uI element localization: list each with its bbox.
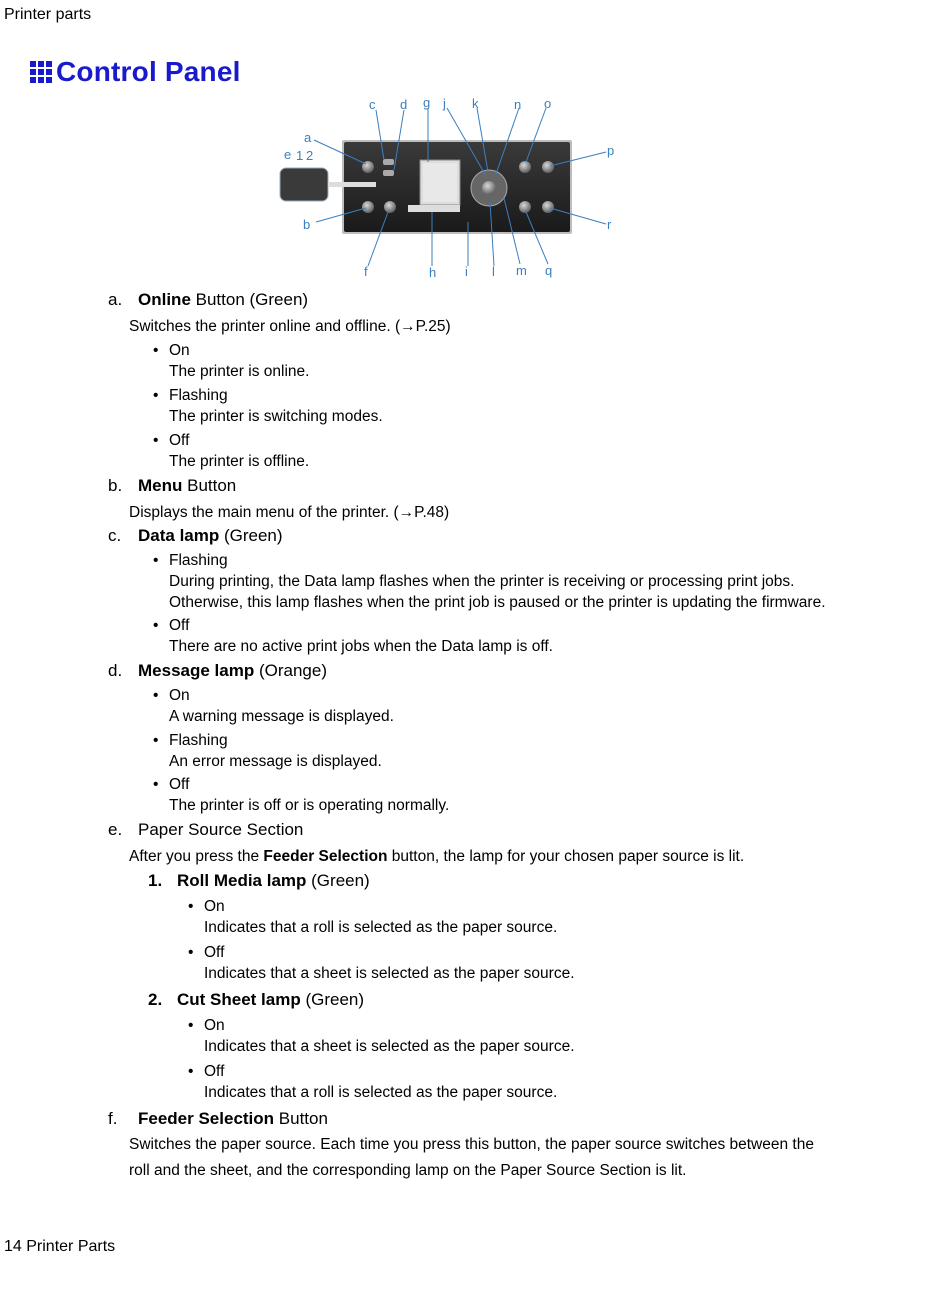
- callout-1: 1: [296, 148, 304, 163]
- list-item: • Flashing: [153, 387, 228, 404]
- section-a-heading: a. Online Button (Green): [108, 290, 309, 309]
- callout-c: c: [369, 97, 376, 112]
- sub-heading-roll-media: 1. Roll Media lamp (Green): [148, 871, 370, 890]
- list-item: • On: [188, 1017, 225, 1034]
- callout-o: o: [544, 96, 552, 111]
- callout-p: p: [607, 143, 615, 158]
- callout-f: f: [364, 264, 368, 279]
- page-footer: 14 Printer Parts: [4, 1238, 116, 1255]
- running-header: Printer parts: [4, 6, 92, 23]
- callout-j: j: [443, 96, 446, 111]
- list-item-desc: The printer is switching modes.: [169, 408, 383, 425]
- section-f-desc-2: roll and the sheet, and the corresponding lamp on the Paper Source Section is lit.: [129, 1162, 687, 1179]
- callout-r: r: [607, 217, 612, 232]
- list-item: • On: [188, 898, 225, 915]
- callout-2: 2: [306, 148, 314, 163]
- control-panel-figure: [276, 96, 626, 280]
- section-e-heading: e. Paper Source Section: [108, 820, 304, 839]
- list-item-desc: The printer is offline.: [169, 453, 310, 470]
- list-item-desc: Indicates that a sheet is selected as the paper source.: [204, 965, 575, 982]
- list-item-desc: Indicates that a roll is selected as the paper source.: [204, 919, 558, 936]
- callout-k: k: [472, 96, 479, 111]
- section-b-desc: Displays the main menu of the printer. (→P.48): [129, 504, 450, 521]
- section-f-heading: f. Feeder Selection Button: [108, 1109, 328, 1128]
- callout-h: h: [429, 265, 437, 280]
- section-d-heading: d. Message lamp (Orange): [108, 661, 327, 680]
- list-item: • Off: [188, 1063, 225, 1080]
- callout-d: d: [400, 97, 408, 112]
- section-title: [30, 56, 241, 88]
- list-item: • Off: [188, 944, 225, 961]
- list-item-desc: Indicates that a roll is selected as the paper source.: [204, 1084, 558, 1101]
- list-item-desc: The printer is off or is operating normally.: [169, 797, 450, 814]
- list-item-desc: There are no active print jobs when the Data lamp is off.: [169, 638, 553, 655]
- sub-heading-cut-sheet: 2. Cut Sheet lamp (Green): [148, 990, 365, 1009]
- callout-m: m: [516, 263, 527, 278]
- list-item: • Off: [153, 776, 190, 793]
- list-item-desc: A warning message is displayed.: [169, 708, 394, 725]
- callout-n: n: [514, 97, 522, 112]
- list-item-desc: Otherwise, this lamp flashes when the print job is paused or the printer is updating the firmware.: [169, 594, 826, 611]
- grid-icon: [30, 61, 52, 83]
- callout-i: i: [465, 264, 468, 279]
- list-item: • Off: [153, 432, 190, 449]
- callout-l: l: [492, 264, 495, 279]
- section-e-desc: After you press the Feeder Selection button, the lamp for your chosen paper source is lit.: [129, 848, 745, 865]
- list-item: • Off: [153, 617, 190, 634]
- callout-e: e: [284, 147, 292, 162]
- list-item: • Flashing: [153, 732, 228, 749]
- callout-b: b: [303, 217, 311, 232]
- section-f-desc: Switches the paper source. Each time you press this button, the paper source switches between the: [129, 1136, 814, 1153]
- callout-g: g: [423, 96, 431, 110]
- paper-source-inset: [280, 168, 328, 201]
- list-item-desc: The printer is online.: [169, 363, 310, 380]
- list-item: • On: [153, 342, 190, 359]
- list-item: • On: [153, 687, 190, 704]
- callout-a: a: [304, 130, 312, 145]
- section-a-desc: Switches the printer online and offline. (→P.25): [129, 318, 451, 335]
- section-c-heading: c. Data lamp (Green): [108, 526, 283, 545]
- list-item-desc: During printing, the Data lamp flashes when the printer is receiving or processing print jobs.: [169, 573, 795, 590]
- section-b-heading: b. Menu Button: [108, 476, 237, 495]
- list-item-desc: An error message is displayed.: [169, 753, 382, 770]
- callout-q: q: [545, 263, 553, 278]
- page-title: Control Panel: [56, 56, 241, 87]
- list-item-desc: Indicates that a sheet is selected as the paper source.: [204, 1038, 575, 1055]
- list-item: • Flashing: [153, 552, 228, 569]
